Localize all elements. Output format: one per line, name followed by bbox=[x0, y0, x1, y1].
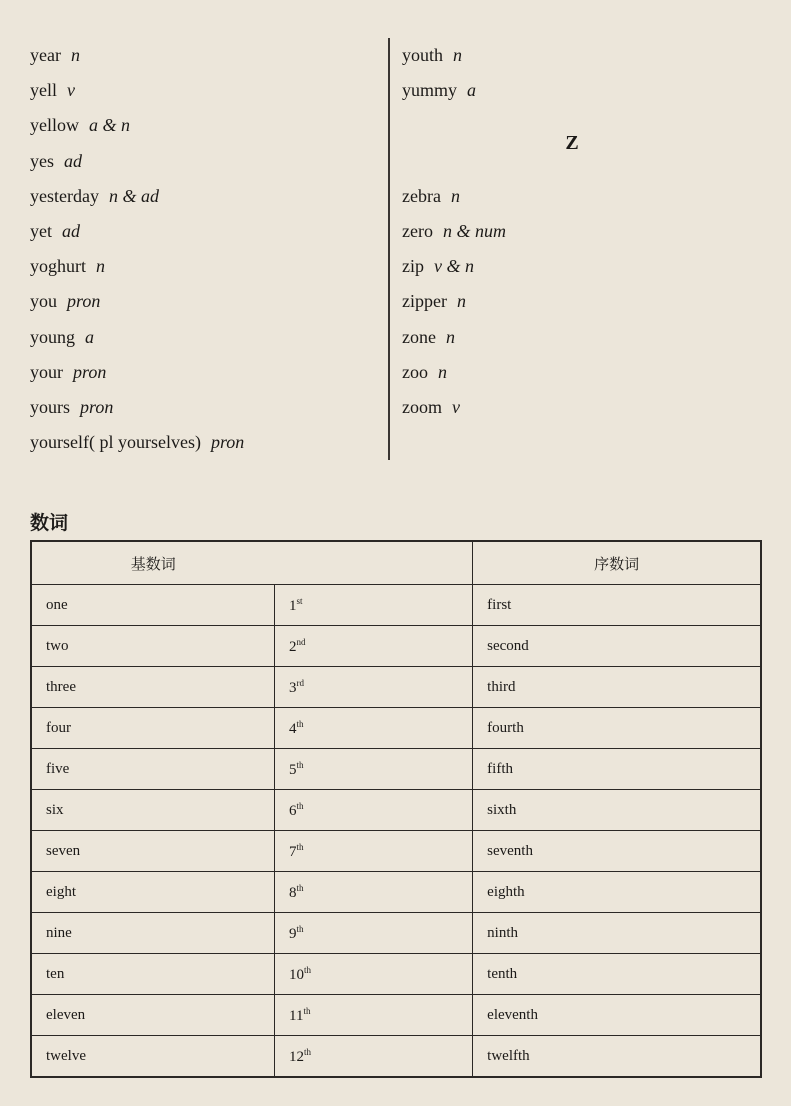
numeral-digit: 12 bbox=[289, 1048, 304, 1065]
cardinal-header: 基数词 bbox=[31, 541, 275, 585]
word-entry bbox=[402, 355, 762, 390]
ordinal-suffix: th bbox=[303, 1005, 311, 1016]
part-of-speech: a bbox=[467, 80, 477, 101]
numeral-cell bbox=[275, 995, 473, 1036]
numeral-cell bbox=[275, 667, 473, 708]
headword: zero bbox=[402, 220, 433, 241]
numeral-digit: 2 bbox=[289, 638, 297, 655]
table-row bbox=[31, 708, 761, 749]
part-of-speech: a bbox=[85, 326, 94, 347]
ordinal-cell: ninth bbox=[473, 913, 761, 954]
numeral-cell bbox=[275, 831, 473, 872]
numeral-cell bbox=[275, 708, 473, 749]
numeral-cell bbox=[275, 749, 473, 790]
ordinal-header: 序数词 bbox=[473, 541, 761, 585]
ordinal-suffix: th bbox=[296, 800, 304, 811]
headword: zoo bbox=[402, 361, 428, 382]
headword: yellow bbox=[30, 115, 79, 136]
headword: yet bbox=[30, 220, 52, 241]
headword: young bbox=[30, 326, 75, 347]
cardinal-cell: eleven bbox=[31, 995, 275, 1036]
headword: yes bbox=[30, 150, 54, 171]
ordinal-cell: tenth bbox=[473, 954, 761, 995]
table-row bbox=[31, 954, 761, 995]
numeral-digit: 6 bbox=[289, 802, 297, 819]
table-row bbox=[31, 995, 761, 1036]
cardinal-cell: ten bbox=[31, 954, 275, 995]
part-of-speech: v & n bbox=[434, 256, 474, 277]
ordinal-suffix: rd bbox=[296, 677, 304, 688]
numeral-digit: 7 bbox=[289, 843, 297, 860]
part-of-speech: n bbox=[453, 45, 463, 65]
word-entry bbox=[402, 320, 762, 355]
numerals-heading: 数词 bbox=[30, 512, 69, 534]
part-of-speech: n & num bbox=[442, 220, 506, 241]
numeral-digit: 9 bbox=[289, 925, 297, 942]
headword: yoghurt bbox=[30, 256, 86, 277]
part-of-speech: pron bbox=[80, 396, 114, 417]
part-of-speech: ad bbox=[62, 220, 80, 241]
numeral-digit: 1 bbox=[289, 597, 297, 614]
word-entry bbox=[30, 73, 380, 108]
cardinal-cell: two bbox=[31, 626, 275, 667]
part-of-speech: n bbox=[456, 291, 466, 312]
headword: yesterday bbox=[30, 185, 99, 206]
numeral-digit: 5 bbox=[289, 761, 297, 778]
word-entry bbox=[30, 38, 380, 73]
word-entry bbox=[30, 320, 380, 355]
headword: yours bbox=[30, 396, 70, 417]
numeral-cell bbox=[275, 585, 473, 626]
ordinal-cell: third bbox=[473, 667, 761, 708]
header-spacer bbox=[275, 541, 473, 585]
part-of-speech: n bbox=[96, 256, 105, 277]
part-of-speech: v bbox=[452, 396, 460, 417]
table-row bbox=[31, 585, 761, 626]
ordinal-suffix: st bbox=[296, 595, 303, 606]
headword: zebra bbox=[402, 185, 441, 206]
word-entry bbox=[30, 284, 380, 319]
part-of-speech: n & ad bbox=[108, 185, 159, 206]
part-of-speech: pron bbox=[67, 291, 101, 312]
headword: you bbox=[30, 291, 57, 312]
ordinal-suffix: th bbox=[296, 923, 304, 934]
headword: year bbox=[30, 45, 61, 65]
numeral-digit: 10 bbox=[289, 966, 304, 983]
headword: zone bbox=[402, 326, 436, 347]
word-entry bbox=[30, 214, 380, 249]
cardinal-cell: twelve bbox=[31, 1036, 275, 1078]
numeral-cell bbox=[275, 954, 473, 995]
headword: yummy bbox=[402, 80, 458, 101]
ordinal-suffix: th bbox=[296, 882, 304, 893]
numeral-digit: 8 bbox=[289, 884, 297, 901]
ordinal-suffix: th bbox=[296, 718, 304, 729]
table-row bbox=[31, 790, 761, 831]
part-of-speech: n bbox=[438, 361, 447, 382]
section-letter-heading: Z bbox=[565, 132, 579, 155]
part-of-speech: n bbox=[450, 185, 460, 206]
word-entry bbox=[30, 355, 380, 390]
word-entry bbox=[402, 284, 762, 319]
ordinal-cell: second bbox=[473, 626, 761, 667]
ordinal-suffix: th bbox=[296, 841, 304, 852]
ordinal-cell: seventh bbox=[473, 831, 761, 872]
z-words bbox=[402, 179, 762, 425]
table-row bbox=[31, 872, 761, 913]
numeral-cell bbox=[275, 1036, 473, 1078]
numeral-digit: 11 bbox=[289, 1007, 304, 1024]
headword: zip bbox=[402, 256, 424, 277]
ordinal-cell: eighth bbox=[473, 872, 761, 913]
headword: your bbox=[30, 361, 63, 382]
cardinal-cell: five bbox=[31, 749, 275, 790]
numeral-cell bbox=[275, 872, 473, 913]
numeral-digit: 4 bbox=[289, 720, 297, 737]
part-of-speech: v bbox=[67, 80, 75, 101]
word-entry bbox=[402, 390, 762, 425]
ordinal-cell: first bbox=[473, 585, 761, 626]
ordinal-cell: fourth bbox=[473, 708, 761, 749]
part-of-speech: n bbox=[445, 326, 455, 347]
ordinal-cell: twelfth bbox=[473, 1036, 761, 1078]
cardinal-cell: eight bbox=[31, 872, 275, 913]
headword: yourself( pl yourselves) bbox=[30, 432, 201, 453]
ordinal-cell: fifth bbox=[473, 749, 761, 790]
headword: youth bbox=[402, 45, 444, 65]
ordinal-cell: sixth bbox=[473, 790, 761, 831]
cardinal-cell: three bbox=[31, 667, 275, 708]
part-of-speech: pron bbox=[210, 432, 245, 453]
word-entry bbox=[402, 179, 762, 214]
cardinal-cell: six bbox=[31, 790, 275, 831]
table-row bbox=[31, 749, 761, 790]
word-entry bbox=[30, 179, 380, 214]
word-entry bbox=[402, 214, 762, 249]
cardinal-cell: four bbox=[31, 708, 275, 749]
ordinal-suffix: th bbox=[304, 964, 312, 975]
headword: yell bbox=[30, 80, 57, 101]
word-entry bbox=[30, 144, 380, 179]
cardinal-cell: nine bbox=[31, 913, 275, 954]
numeral-digit: 3 bbox=[289, 679, 297, 696]
numeral-cell bbox=[275, 790, 473, 831]
word-entry bbox=[30, 390, 380, 425]
word-entry bbox=[30, 425, 380, 460]
ordinal-suffix: th bbox=[296, 759, 304, 770]
ordinal-suffix: th bbox=[304, 1046, 312, 1057]
part-of-speech: n bbox=[70, 45, 80, 65]
word-entry bbox=[402, 73, 762, 108]
table-row bbox=[31, 626, 761, 667]
headword: zipper bbox=[402, 291, 447, 312]
numeral-cell bbox=[275, 913, 473, 954]
ordinal-cell: eleventh bbox=[473, 995, 761, 1036]
vocabulary-list bbox=[0, 38, 791, 468]
word-entry bbox=[402, 38, 762, 73]
numeral-cell bbox=[275, 626, 473, 667]
table-row bbox=[31, 1036, 761, 1078]
left-word-column bbox=[30, 38, 380, 460]
numerals-table bbox=[30, 540, 762, 1078]
headword: zoom bbox=[402, 396, 442, 417]
table-row bbox=[31, 913, 761, 954]
column-divider bbox=[388, 38, 390, 460]
table-header-row bbox=[31, 541, 761, 585]
part-of-speech: ad bbox=[64, 150, 82, 171]
word-entry bbox=[30, 249, 380, 284]
part-of-speech: pron bbox=[73, 361, 107, 382]
right-word-column bbox=[402, 38, 762, 425]
cardinal-cell: seven bbox=[31, 831, 275, 872]
part-of-speech: a & n bbox=[89, 115, 131, 136]
word-entry bbox=[30, 108, 380, 143]
y-words-continued bbox=[402, 38, 762, 108]
table-row bbox=[31, 667, 761, 708]
table-row bbox=[31, 831, 761, 872]
numerals-table-body bbox=[31, 585, 761, 1078]
cardinal-cell: one bbox=[31, 585, 275, 626]
ordinal-suffix: nd bbox=[296, 636, 306, 647]
word-entry bbox=[402, 249, 762, 284]
